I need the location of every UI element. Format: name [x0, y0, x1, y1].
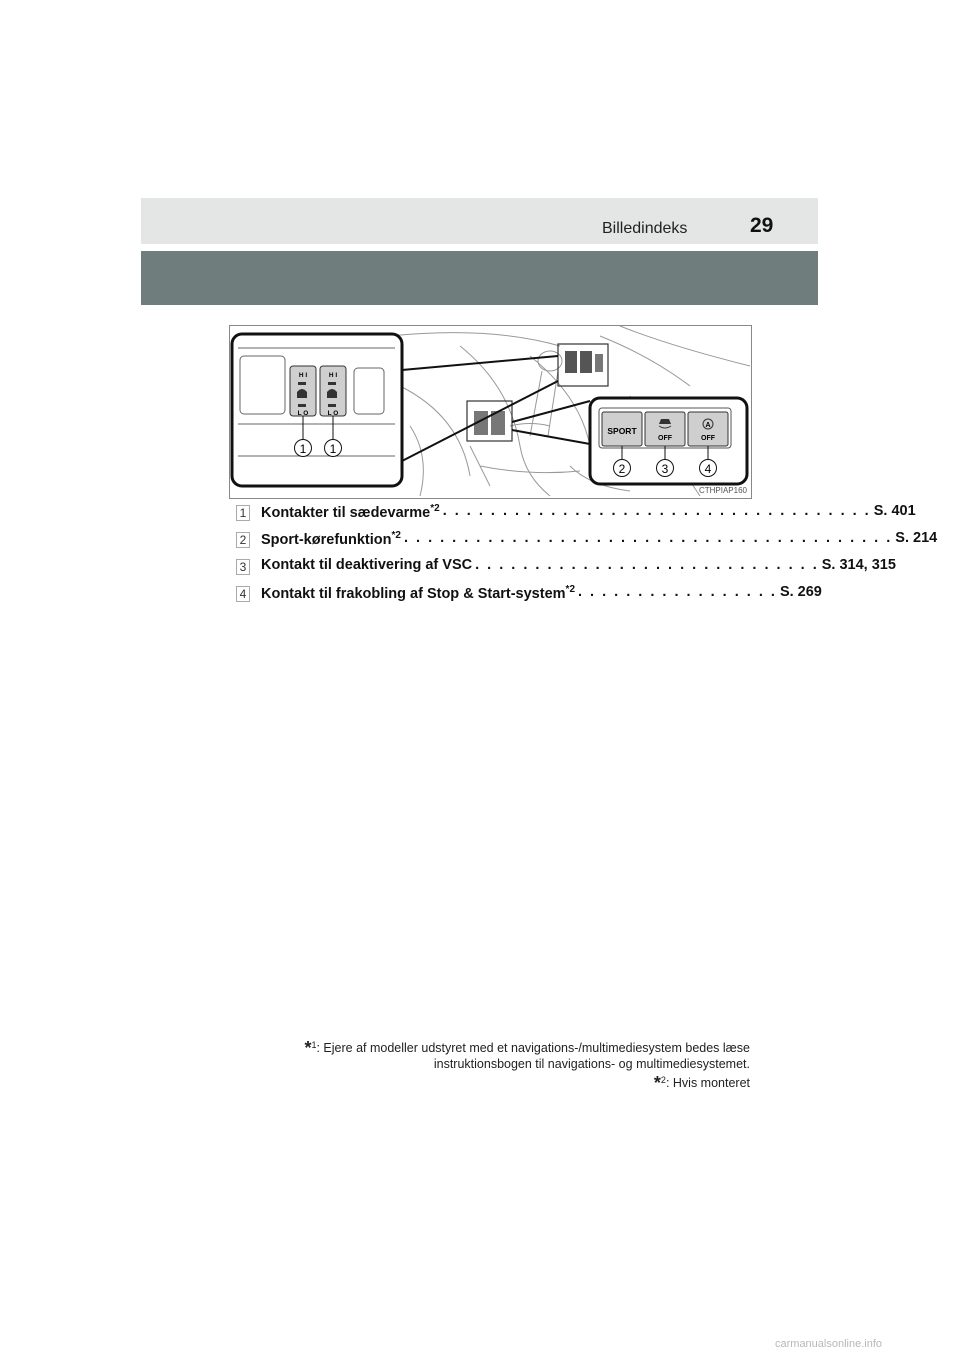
console-drawing: [230, 326, 751, 498]
callout-label: 1: [299, 442, 307, 456]
item-list: [236, 502, 938, 610]
leader-lines: [402, 356, 590, 461]
page-number: 29: [750, 214, 774, 237]
item-label: Kontakter til sædevarme: [261, 504, 431, 521]
callout-label: 4: [704, 462, 712, 476]
item-label: Sport-kørefunktion: [261, 531, 392, 548]
item-page-ref[interactable]: S. 269: [779, 584, 822, 600]
sport-switch: [602, 412, 642, 446]
item-text: [261, 557, 896, 573]
item-page-ref[interactable]: S. 401: [873, 503, 916, 519]
sport-label: SPORT: [607, 426, 637, 436]
item-dots: . . . . . . . . . . . . . . . . . . . . . . . . . . . . .: [475, 557, 819, 573]
list-item: [236, 583, 822, 607]
footnote-1-line-2: instruktionsbogen til navigations- og multimediesystemet.: [433, 1057, 750, 1071]
footnote-1-line-1: : Ejere af modeller udstyret med et navigations-/multimediesystem bedes læse: [316, 1041, 750, 1055]
item-page-ref[interactable]: S. 314, 315: [821, 557, 896, 573]
item-dots: . . . . . . . . . . . . . . . . . . . . . . . . . . . . . . . . . . . .: [442, 503, 871, 519]
footnote-2-text: : Hvis monteret: [665, 1076, 750, 1090]
item-number: 1: [236, 505, 250, 521]
header-band: [141, 198, 818, 244]
seat-heater-inset: [232, 334, 402, 486]
lo-label: L O: [297, 410, 309, 417]
item-number: 4: [236, 586, 250, 602]
item-text: [261, 584, 822, 602]
footnote-star: *: [304, 1038, 312, 1058]
item-text: [261, 503, 916, 521]
console-illustration: [229, 325, 752, 499]
footnote-number: 2: [660, 1075, 666, 1085]
vsc-off-label: OFF: [658, 435, 672, 442]
footnote-1: [230, 1037, 750, 1056]
item-text: [261, 530, 938, 548]
hi-label: H I: [298, 372, 308, 379]
hi-label: H I: [328, 372, 338, 379]
item-label: Kontakt til deaktivering af VSC: [261, 557, 473, 573]
callout-label: 1: [329, 442, 337, 456]
stop-start-switch: [688, 412, 728, 446]
item-page-ref[interactable]: S. 214: [895, 530, 938, 546]
vsc-off-switch: [645, 412, 685, 446]
callout-label: 2: [618, 462, 626, 476]
list-item: [236, 556, 896, 580]
list-item: [236, 529, 938, 553]
item-footnote-mark: *2: [565, 584, 575, 595]
footnotes: [230, 1037, 750, 1091]
seat-heater-switch-right: [320, 366, 346, 417]
chapter-band: [141, 251, 818, 305]
item-footnote-mark: *2: [430, 503, 440, 514]
footnote-2: [230, 1072, 750, 1091]
item-footnote-mark: *2: [391, 530, 401, 541]
callout-label: 3: [661, 462, 669, 476]
figure-code: CTHPIAP160: [698, 486, 747, 495]
lo-label: L O: [327, 410, 339, 417]
seat-heater-switch-left: [290, 366, 316, 417]
item-number: 2: [236, 532, 250, 548]
section-title: Billedindeks: [602, 220, 688, 237]
shifter-switch-highlight: [558, 344, 608, 386]
footnote-star: *: [653, 1073, 661, 1093]
vsc-icon: [659, 419, 671, 424]
item-number: 3: [236, 559, 250, 575]
stop-start-letter: A: [705, 422, 711, 429]
item-dots: . . . . . . . . . . . . . . . . . . . . . . . . . . . . . . . . . . . . . . . . .: [403, 530, 893, 546]
item-label: Kontakt til frakobling af Stop & Start-system: [261, 585, 566, 602]
watermark: carmanualsonline.info: [775, 1338, 883, 1350]
list-item: [236, 502, 916, 526]
footnote-number: 1: [311, 1040, 317, 1050]
stop-start-off-label: OFF: [701, 435, 715, 442]
item-dots: . . . . . . . . . . . . . . . . .: [578, 584, 777, 600]
